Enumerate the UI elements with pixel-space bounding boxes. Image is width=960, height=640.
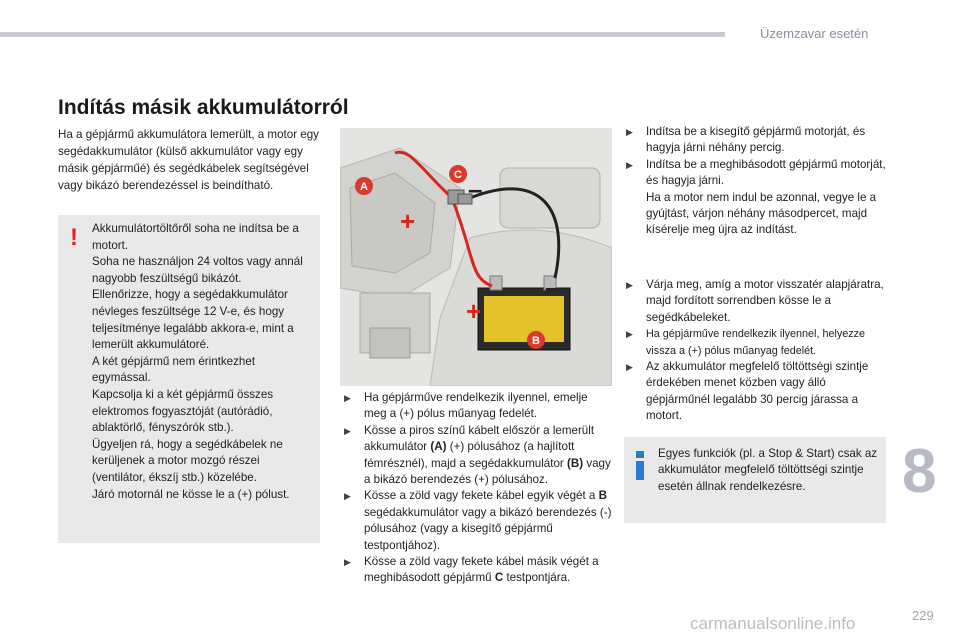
bullet-marker-icon: ▶︎ bbox=[344, 557, 351, 568]
ref-c: C bbox=[494, 571, 504, 585]
page-title: Indítás másik akkumulátorról bbox=[58, 96, 349, 119]
minus-sign-b: – bbox=[545, 272, 560, 302]
info-box bbox=[624, 437, 886, 523]
warning-line: Akkumulátortöltőről soha ne indítsa be a motort. bbox=[92, 222, 299, 252]
watermark: carmanualsonline.info bbox=[690, 614, 856, 633]
plus-sign-a: + bbox=[400, 206, 416, 236]
label-a: A bbox=[360, 181, 368, 193]
step-note: Ha a motor nem indul be azonnal, vegye le a gyújtást, várjon néhány másodpercet, majd kísérelje meg újra az indítást. bbox=[646, 190, 877, 237]
step-text: segédakkumulátor vagy a bikázó berendezés (-) pólusához (vagy a kisegítő gépjármű testpontjához). bbox=[364, 505, 612, 552]
step-text: Várja meg, amíg a motor visszatér alapjáratra, majd fordított sorrendben kösse le a segédkábeleket. bbox=[646, 278, 884, 324]
warning-line: Ellenőrizze, hogy a segédakkumulátor névleges feszültsége 12 V-e, és hogy teljesítménye legalább akkora-e, mint a lemerült akkumulátoré. bbox=[92, 288, 294, 352]
step-text: Indítsa be a meghibásodott gépjármű motorját, és hagyja járni. bbox=[646, 157, 886, 188]
step-text: (+) pólusához (a hajlított fémrésznél), majd a segédakkumulátor bbox=[364, 440, 575, 470]
info-icon bbox=[636, 451, 644, 480]
step-text: Kösse a zöld vagy fekete kábel egyik végét a bbox=[364, 489, 599, 503]
plus-sign-b: + bbox=[466, 296, 482, 326]
header-rule bbox=[0, 32, 725, 37]
chapter-number: 8 bbox=[902, 437, 937, 506]
step-item bbox=[342, 554, 612, 587]
step-item bbox=[342, 488, 612, 554]
page-number: 229 bbox=[912, 608, 934, 623]
ref-b: (B) bbox=[566, 456, 584, 470]
label-b: B bbox=[532, 335, 540, 347]
warning-line: Ügyeljen rá, hogy a segédkábelek ne kerüljenek a motor mozgó részei (ventilátor, ékszíj stb.) közelébe. bbox=[92, 437, 283, 484]
bullet-marker-icon: ▶︎ bbox=[344, 425, 351, 436]
section-title: Üzemzavar esetén bbox=[760, 26, 869, 41]
step-text: Kösse a piros színű kábelt először a lemerült akkumulátor bbox=[364, 423, 595, 454]
step-item bbox=[624, 359, 886, 425]
bullet-marker-icon: ▶︎ bbox=[344, 393, 351, 403]
step-item bbox=[342, 423, 612, 489]
bullet-marker-icon: ▶︎ bbox=[626, 127, 633, 137]
info-text: Egyes funkciók (pl. a Stop & Start) csak az akkumulátor megfelelő töltöttségi szintje esetén állnak rendelkezésre. bbox=[658, 447, 878, 493]
warning-line: Soha ne használjon 24 voltos vagy annál nagyobb feszültségű bikázót. bbox=[92, 255, 303, 285]
step-text: Az akkumulátor megfelelő töltöttségi szintje érdekében menet közben vagy álló gépjárműnél legalább 30 percig járassa a motort. bbox=[646, 360, 869, 423]
warning-icon: ! bbox=[70, 224, 78, 251]
intro-paragraph: Ha a gépjármű akkumulátora lemerült, a motor egy segédakkumulátor (külső akkumulátor vagy egy másik gépjárműé) és segédkábelek segítségével vagy bikázó berendezéssel is beindítható. bbox=[58, 128, 319, 192]
warning-line: Kapcsolja ki a két gépjármű összes elektromos fogyasztóját (autórádió, ablaktörlő, fényszórók stb.). bbox=[92, 387, 274, 435]
step-item bbox=[624, 157, 886, 190]
step-item bbox=[624, 326, 886, 359]
step-text: Ha gépjárműve rendelkezik ilyennel, emelje meg a (+) pólus műanyag fedelét. bbox=[364, 391, 588, 421]
label-c: C bbox=[454, 169, 462, 181]
steps-right-bottom bbox=[624, 277, 886, 425]
step-item bbox=[342, 390, 612, 423]
bullet-marker-icon: ▶︎ bbox=[626, 159, 633, 170]
minus-sign-c: – bbox=[468, 174, 483, 204]
step-item bbox=[624, 277, 886, 326]
bullet-marker-icon: ▶︎ bbox=[344, 491, 351, 502]
step-text: Ha gépjárműve rendelkezik ilyennel, helyezze vissza a (+) pólus műanyag fedelét. bbox=[646, 328, 866, 357]
step-item bbox=[624, 124, 886, 157]
step-text: Indítsa be a kisegítő gépjármű motorját, és hagyja járni néhány percig. bbox=[646, 125, 866, 155]
jump-start-illustration bbox=[340, 128, 612, 386]
warning-text bbox=[92, 221, 314, 503]
step-text: Kösse a zöld vagy fekete kábel másik végét a meghibásodott gépjármű bbox=[364, 555, 599, 585]
ref-b: B bbox=[598, 489, 607, 503]
steps-middle bbox=[342, 390, 612, 587]
bullet-marker-icon: ▶︎ bbox=[626, 329, 633, 340]
warning-line: A két gépjármű nem érintkezhet egymással. bbox=[92, 354, 256, 385]
bullet-marker-icon: ▶︎ bbox=[626, 280, 633, 290]
bullet-marker-icon: ▶︎ bbox=[626, 362, 633, 373]
step-text: vagy a bikázó berendezés (+) pólusához. bbox=[364, 456, 611, 487]
warning-box bbox=[58, 215, 320, 543]
warning-line: Járó motornál ne kösse le a (+) pólust. bbox=[92, 487, 290, 501]
step-text: testpontjára. bbox=[503, 571, 571, 585]
engine-bay-drawing bbox=[340, 128, 612, 386]
ref-a: (A) bbox=[430, 440, 447, 454]
steps-right-top bbox=[624, 124, 886, 239]
